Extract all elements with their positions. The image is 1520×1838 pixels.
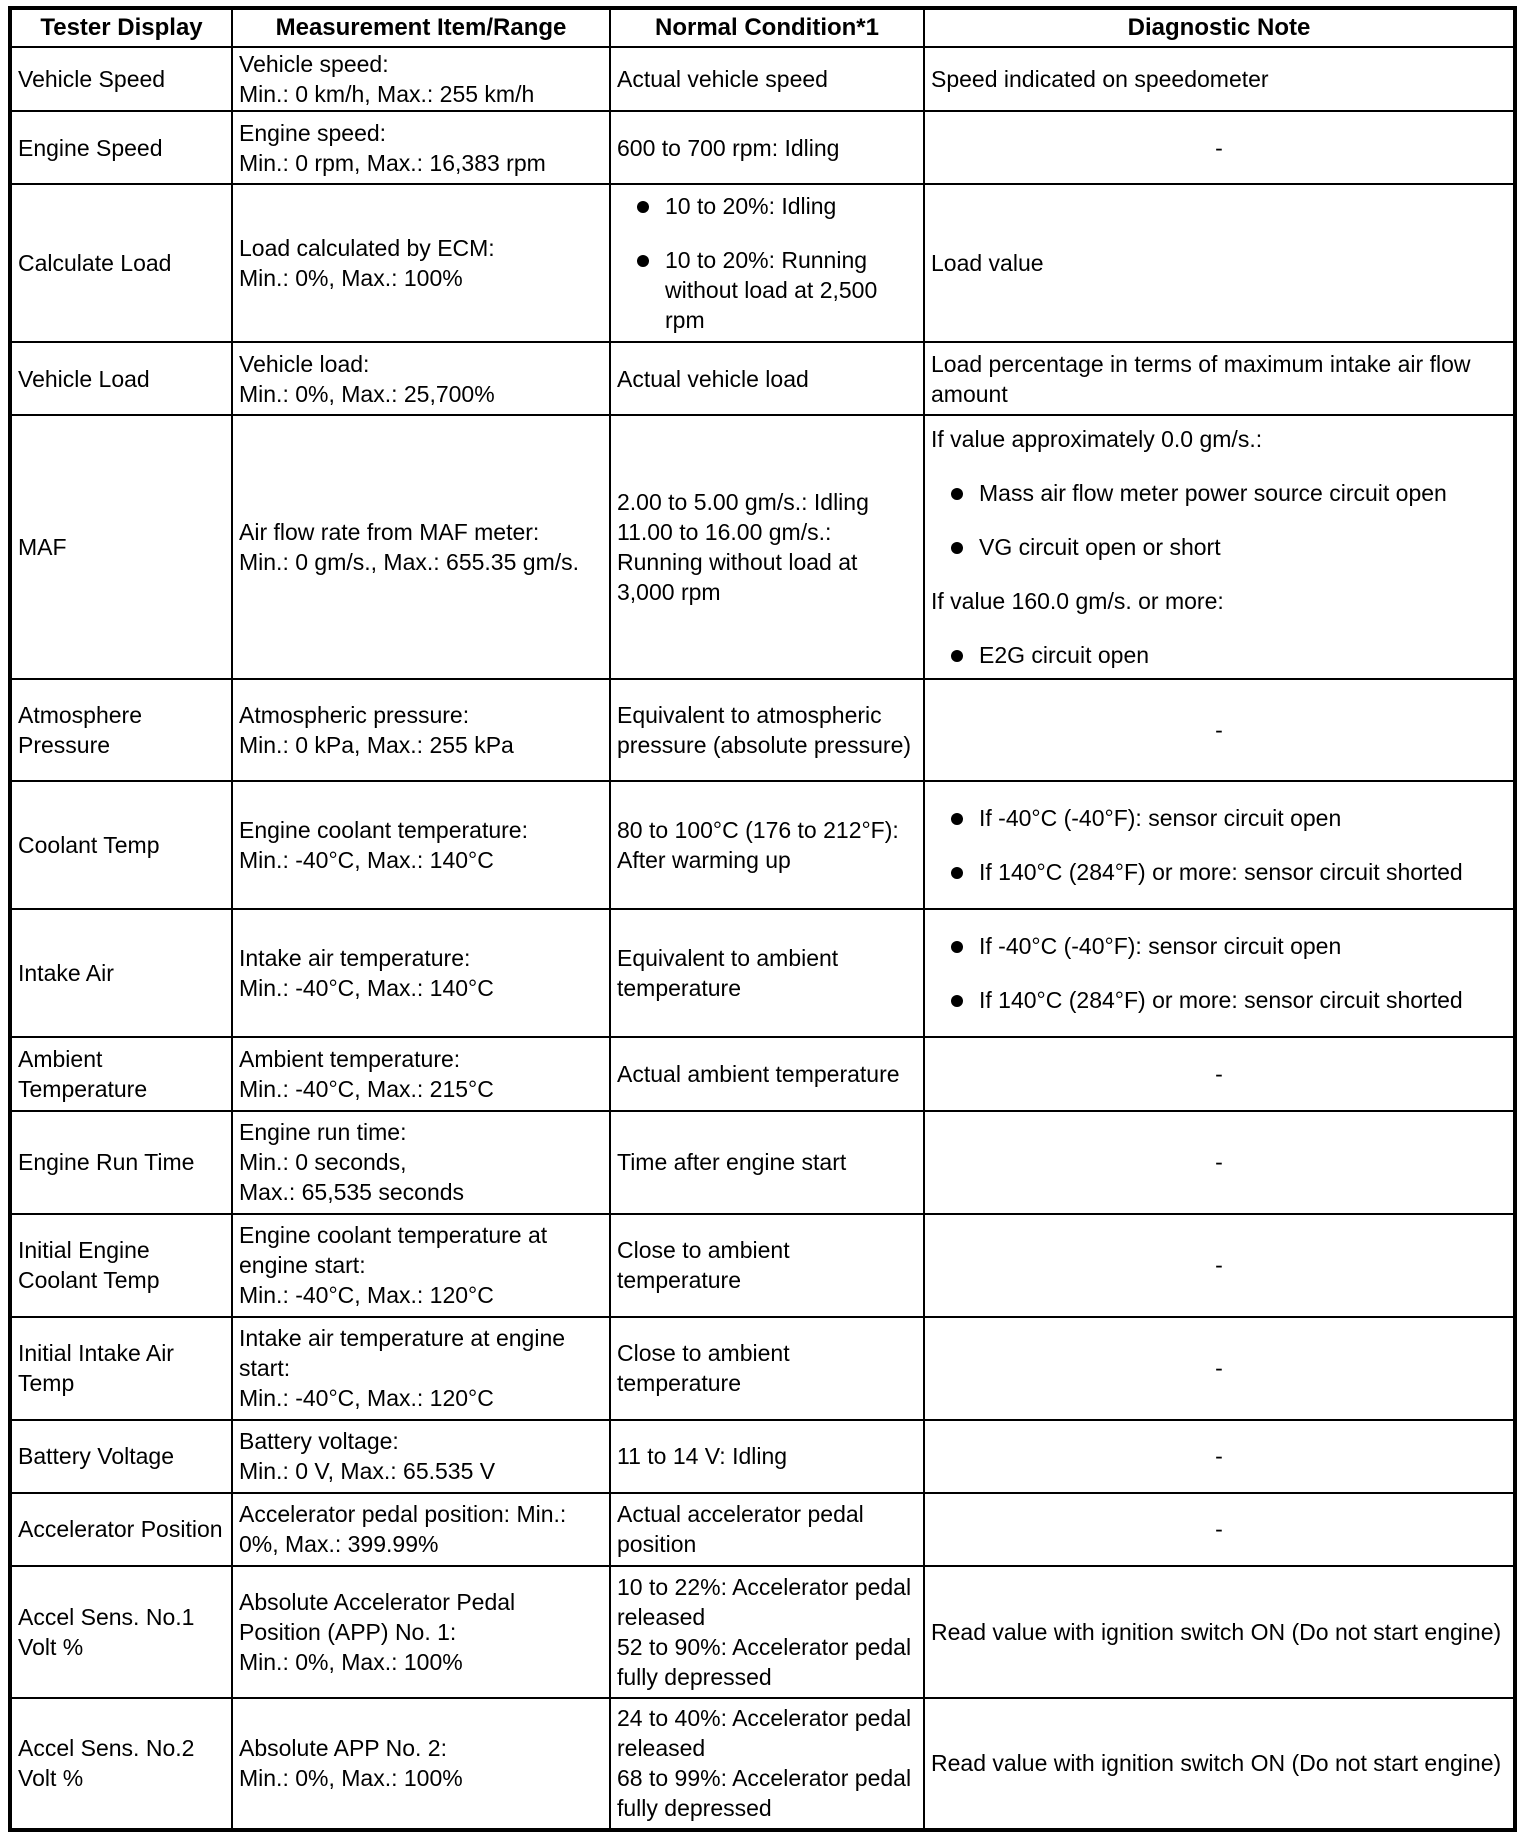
diagnostic-note-cell: -: [924, 1037, 1515, 1110]
measurement-range-cell: Battery voltage: Min.: 0 V, Max.: 65.535 V: [232, 1420, 610, 1493]
tester-display-cell: Vehicle Load: [10, 342, 232, 415]
list-item: If -40°C (-40°F): sensor circuit open: [931, 931, 1507, 961]
diagnostic-note-list: [931, 803, 1507, 887]
diagnostic-note-cell: [924, 781, 1515, 909]
list-item: Mass air flow meter power source circuit open: [931, 478, 1507, 508]
normal-condition-cell: Equivalent to ambient temperature: [610, 909, 924, 1037]
tester-display-cell: Ambient Temperature: [10, 1037, 232, 1110]
normal-condition-cell: Actual accelerator pedal position: [610, 1493, 924, 1566]
tester-display-cell: Intake Air: [10, 909, 232, 1037]
table-row: [10, 415, 1515, 679]
measurement-range-cell: Air flow rate from MAF meter: Min.: 0 gm/s., Max.: 655.35 gm/s.: [232, 415, 610, 679]
normal-condition-cell: 11 to 14 V: Idling: [610, 1420, 924, 1493]
table-row: [10, 1317, 1515, 1420]
diagnostic-note-cell: Read value with ignition switch ON (Do not start engine): [924, 1566, 1515, 1698]
diagnostic-note-list: [931, 640, 1507, 670]
tester-display-cell: Initial Intake Air Temp: [10, 1317, 232, 1420]
tester-display-cell: Accelerator Position: [10, 1493, 232, 1566]
table-row: [10, 47, 1515, 111]
normal-condition-cell: 2.00 to 5.00 gm/s.: Idling 11.00 to 16.00 gm/s.: Running without load at 3,000 rpm: [610, 415, 924, 679]
header-tester-display: Tester Display: [10, 8, 232, 47]
normal-condition-cell: Time after engine start: [610, 1111, 924, 1214]
diagnostic-note-cell: If value approximately 0.0 gm/s.: Mass air flow meter power source circuit open VG circuit open or short If value 160.0 gm/s. or more: E2G circuit open: [924, 415, 1515, 679]
table-row: [10, 1566, 1515, 1698]
diagnostic-note-cell: Speed indicated on speedometer: [924, 47, 1515, 111]
list-item: E2G circuit open: [931, 640, 1507, 670]
table-row: [10, 342, 1515, 415]
measurement-range-cell: Vehicle load: Min.: 0%, Max.: 25,700%: [232, 342, 610, 415]
measurement-range-cell: Accelerator pedal position: Min.: 0%, Max.: 399.99%: [232, 1493, 610, 1566]
tester-display-cell: Accel Sens. No.1 Volt %: [10, 1566, 232, 1698]
normal-condition-cell: 600 to 700 rpm: Idling: [610, 111, 924, 184]
diagnostic-note-cell: Load value: [924, 184, 1515, 342]
measurement-range-cell: Engine coolant temperature: Min.: -40°C, Max.: 140°C: [232, 781, 610, 909]
measurement-range-cell: Absolute APP No. 2: Min.: 0%, Max.: 100%: [232, 1698, 610, 1830]
measurement-range-cell: Engine run time: Min.: 0 seconds, Max.: 65,535 seconds: [232, 1111, 610, 1214]
normal-condition-cell: Equivalent to atmospheric pressure (absolute pressure): [610, 679, 924, 781]
normal-condition-cell: Actual ambient temperature: [610, 1037, 924, 1110]
diagnostic-note-cell: -: [924, 1420, 1515, 1493]
header-row: [10, 8, 1515, 47]
tester-display-cell: Accel Sens. No.2 Volt %: [10, 1698, 232, 1830]
normal-condition-cell: [610, 184, 924, 342]
tester-display-cell: Initial Engine Coolant Temp: [10, 1214, 232, 1317]
diagnostic-note-list: [931, 478, 1507, 562]
normal-condition-list: [617, 191, 917, 335]
diagnostic-note-cell: -: [924, 1214, 1515, 1317]
tester-display-cell: Battery Voltage: [10, 1420, 232, 1493]
normal-condition-cell: Actual vehicle speed: [610, 47, 924, 111]
diagnostic-note-list: [931, 931, 1507, 1015]
header-diagnostic-note: Diagnostic Note: [924, 8, 1515, 47]
tester-display-cell: Atmosphere Pressure: [10, 679, 232, 781]
tester-display-cell: MAF: [10, 415, 232, 679]
table-row: [10, 1111, 1515, 1214]
diagnostic-note-cell: -: [924, 111, 1515, 184]
list-item: If 140°C (284°F) or more: sensor circuit shorted: [931, 857, 1507, 887]
normal-condition-cell: Actual vehicle load: [610, 342, 924, 415]
measurement-range-cell: Engine speed: Min.: 0 rpm, Max.: 16,383 rpm: [232, 111, 610, 184]
tester-display-cell: Engine Speed: [10, 111, 232, 184]
header-measurement-item: Measurement Item/Range: [232, 8, 610, 47]
measurement-range-cell: Absolute Accelerator Pedal Position (APP) No. 1: Min.: 0%, Max.: 100%: [232, 1566, 610, 1698]
table-row: [10, 909, 1515, 1037]
tester-display-cell: Engine Run Time: [10, 1111, 232, 1214]
table-row: [10, 1214, 1515, 1317]
table-row: [10, 781, 1515, 909]
list-item: If -40°C (-40°F): sensor circuit open: [931, 803, 1507, 833]
header-normal-condition: Normal Condition*1: [610, 8, 924, 47]
diagnostic-note-cell: Load percentage in terms of maximum intake air flow amount: [924, 342, 1515, 415]
measurement-range-cell: Atmospheric pressure: Min.: 0 kPa, Max.: 255 kPa: [232, 679, 610, 781]
list-item: 10 to 20%: Running without load at 2,500 rpm: [617, 245, 917, 335]
diagnostic-note-cell: -: [924, 679, 1515, 781]
list-item: If 140°C (284°F) or more: sensor circuit shorted: [931, 985, 1507, 1015]
diagnostic-note-cell: -: [924, 1111, 1515, 1214]
table-row: [10, 1037, 1515, 1110]
diagnostic-note-cell: Read value with ignition switch ON (Do not start engine): [924, 1698, 1515, 1830]
table-row: [10, 111, 1515, 184]
table-row: [10, 1698, 1515, 1830]
tester-display-cell: Vehicle Speed: [10, 47, 232, 111]
table-row: [10, 679, 1515, 781]
measurement-range-cell: Intake air temperature at engine start: Min.: -40°C, Max.: 120°C: [232, 1317, 610, 1420]
list-item: 10 to 20%: Idling: [617, 191, 917, 221]
diagnostic-note-cell: -: [924, 1493, 1515, 1566]
table-row: [10, 1420, 1515, 1493]
tester-display-cell: Coolant Temp: [10, 781, 232, 909]
measurement-range-cell: Vehicle speed: Min.: 0 km/h, Max.: 255 km/h: [232, 47, 610, 111]
normal-condition-cell: Close to ambient temperature: [610, 1214, 924, 1317]
data-list-table: [8, 6, 1517, 1832]
measurement-range-cell: Load calculated by ECM: Min.: 0%, Max.: 100%: [232, 184, 610, 342]
normal-condition-cell: 80 to 100°C (176 to 212°F): After warming up: [610, 781, 924, 909]
table-row: [10, 184, 1515, 342]
normal-condition-cell: 24 to 40%: Accelerator pedal released 68 to 99%: Accelerator pedal fully depressed: [610, 1698, 924, 1830]
measurement-range-cell: Ambient temperature: Min.: -40°C, Max.: 215°C: [232, 1037, 610, 1110]
normal-condition-cell: 10 to 22%: Accelerator pedal released 52 to 90%: Accelerator pedal fully depressed: [610, 1566, 924, 1698]
diagnostic-note-cell: -: [924, 1317, 1515, 1420]
measurement-range-cell: Engine coolant temperature at engine start: Min.: -40°C, Max.: 120°C: [232, 1214, 610, 1317]
tester-display-cell: Calculate Load: [10, 184, 232, 342]
table-row: [10, 1493, 1515, 1566]
normal-condition-cell: Close to ambient temperature: [610, 1317, 924, 1420]
list-item: VG circuit open or short: [931, 532, 1507, 562]
measurement-range-cell: Intake air temperature: Min.: -40°C, Max.: 140°C: [232, 909, 610, 1037]
diagnostic-note-cell: [924, 909, 1515, 1037]
